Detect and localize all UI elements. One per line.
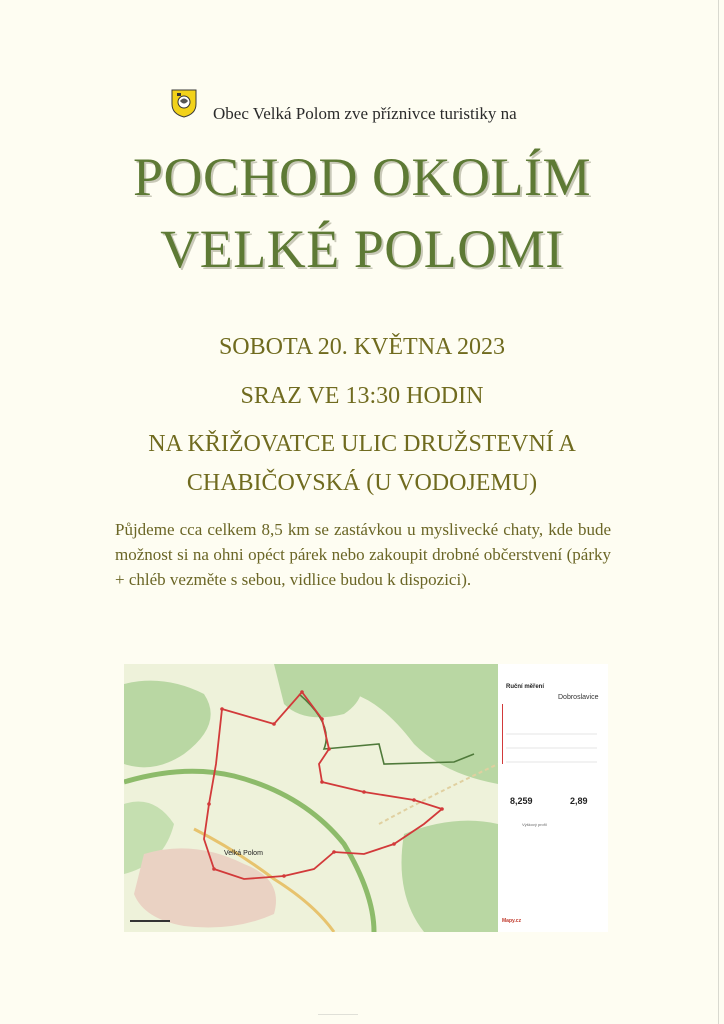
meeting-place-line-1: NA KŘIŽOVATCE ULIC DRUŽSTEVNÍ A (148, 431, 576, 457)
meeting-time: SRAZ VE 13:30 HODIN (240, 383, 484, 409)
footer-mark (318, 1014, 358, 1015)
duration-value: 2,89 (570, 796, 588, 806)
map-brand: Mapy.cz (502, 918, 522, 924)
invitation-line: Obec Velká Polom zve příznivce turistiky na (213, 104, 517, 123)
map-town-label: Velká Polom (224, 850, 263, 857)
distance-value: 8,259 (510, 796, 533, 806)
event-date: SOBOTA 20. KVĚTNA 2023 (218, 334, 506, 360)
measurement-panel (498, 664, 608, 932)
event-description: Půjdeme cca celkem 8,5 km se zastávkou u myslivecké chaty, kde bude možnost si na ohni opéct párek nebo zakoupit drobné občerstvení (párky + chléb vezměte s sebou, vidlice budou k dispozici). (115, 520, 611, 589)
meeting-place-line-2: CHABIČOVSKÁ (U VODOJEMU) (186, 470, 538, 496)
event-title-line-2: VELKÉ POLOMI (160, 219, 564, 279)
municipal-crest-icon (170, 88, 198, 118)
measurement-points-list (502, 704, 602, 774)
elevation-profile-label: Výškový profil (522, 822, 547, 827)
neighbour-town-label: Dobroslavice (558, 694, 599, 701)
route-map (124, 664, 608, 932)
event-title-line-1: POCHOD OKOLÍM (132, 147, 591, 207)
panel-title: Ruční měření (506, 684, 545, 690)
